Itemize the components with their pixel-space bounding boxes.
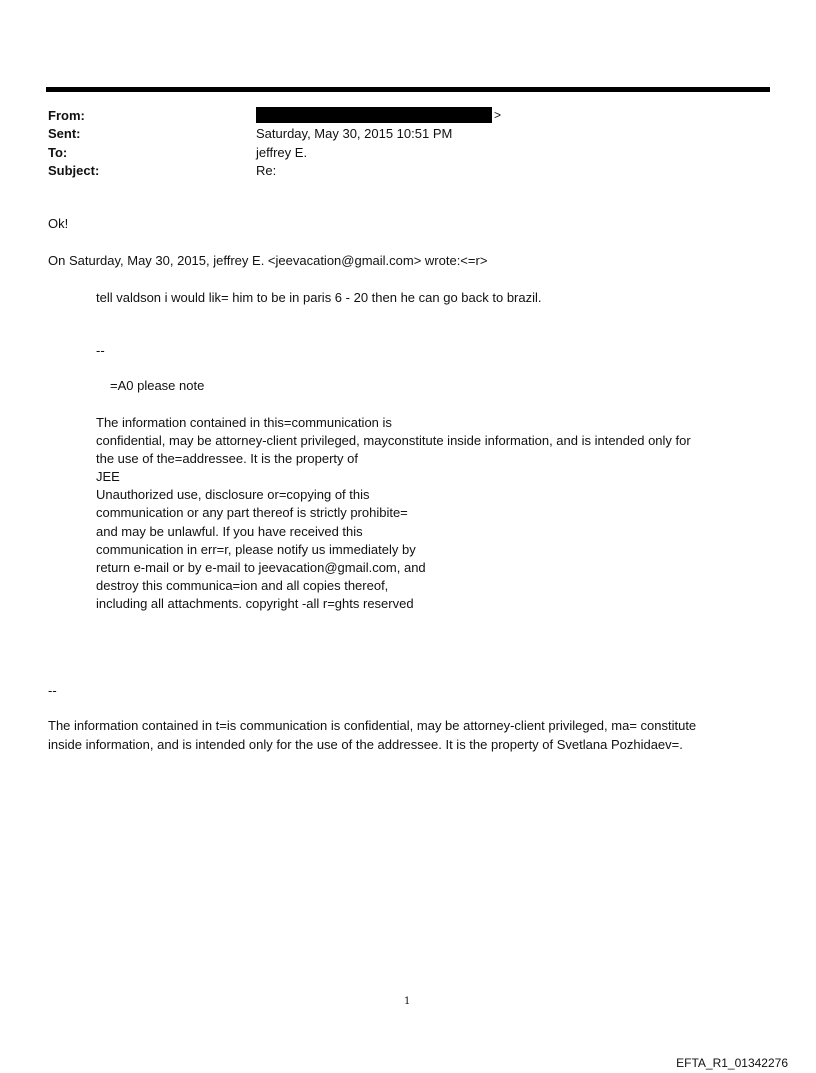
- subject-value: Re:: [256, 163, 277, 178]
- bates-number: EFTA_R1_01342276: [676, 1056, 788, 1070]
- disclaimer-line: and may be unlawful. If you have received this: [96, 523, 363, 539]
- sent-label: Sent:: [48, 126, 81, 141]
- quoted-message: tell valdson i would lik= him to be in paris 6 - 20 then he can go back to brazil.: [96, 290, 542, 305]
- subject-label: Subject:: [48, 163, 100, 178]
- signature-separator: --: [96, 343, 105, 358]
- disclaimer-line: Unauthorized use, disclosure or=copying of this: [96, 487, 370, 503]
- page-number: 1: [404, 996, 411, 1007]
- footer-line: The information contained in t=is communication is confidential, may be attorney-client privileged, ma= constitute: [48, 718, 697, 733]
- disclaimer-line: The information contained in this=communication is: [96, 415, 392, 430]
- please-note: =A0 please note: [110, 378, 205, 393]
- disclaimer-line: confidential, may be attorney-client privileged, mayconstitute inside information, and is intended only for: [96, 433, 691, 449]
- disclaimer-line: communication or any part thereof is strictly prohibite=: [96, 505, 408, 521]
- header-rule: [46, 87, 770, 92]
- from-value-tail: >: [494, 108, 502, 122]
- disclaimer-line: the use of the=addressee. It is the property of: [96, 451, 358, 467]
- footer-separator: --: [48, 683, 57, 698]
- quoted-disclaimer: [96, 414, 691, 613]
- quote-intro: On Saturday, May 30, 2015, jeffrey E. <jeevacation@gmail.com> wrote:<=r>: [48, 253, 488, 268]
- disclaimer-line: communication in err=r, please notify us immediately by: [96, 541, 416, 557]
- disclaimer-line: destroy this communica=ion and all copies thereof,: [96, 577, 389, 593]
- disclaimer-line: JEE: [96, 469, 120, 485]
- reply-text: Ok!: [48, 216, 69, 231]
- disclaimer-line: return e-mail or by e-mail to jeevacation@gmail.com, and: [96, 559, 426, 575]
- disclaimer-line: including all attachments. copyright -all r=ghts reserved: [96, 595, 414, 611]
- from-redaction: [256, 107, 492, 123]
- to-value: jeffrey E.: [256, 145, 308, 160]
- to-label: To:: [48, 145, 68, 160]
- sent-value: Saturday, May 30, 2015 10:51 PM: [256, 126, 453, 141]
- footer-line: inside information, and is intended only for the use of the addressee. It is the property of Svetlana Pozhidaev=.: [48, 737, 683, 752]
- from-label: From:: [48, 108, 85, 123]
